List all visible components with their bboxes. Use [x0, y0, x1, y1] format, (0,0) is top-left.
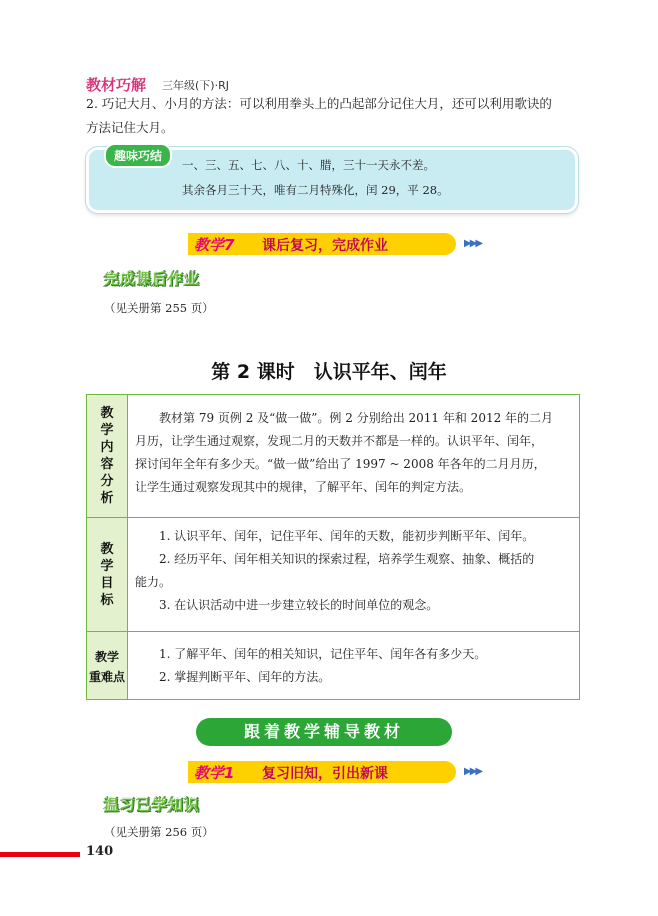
banner-tag: 教学7: [194, 236, 235, 254]
row-label: 教 学 目 标: [100, 542, 114, 608]
reference-note: （见关册第 256 页）: [104, 825, 214, 839]
banner-tag: 教学1: [194, 764, 235, 782]
row-label: 教学 重难点: [88, 650, 125, 684]
section-heading: 完成课后作业: [104, 270, 201, 288]
tip-tag: 趣味巧结: [104, 143, 172, 168]
arrow-icon: ▶▶▶: [464, 766, 482, 777]
intro-line-2: 方法记住大月。: [86, 120, 174, 135]
section-heading: 温习已学知识: [104, 796, 201, 814]
row-divider: [87, 631, 579, 632]
banner-title: 课后复习，完成作业: [262, 238, 388, 254]
row-content: 1. 了解平年、闰年的相关知识，记住平年、闰年各有多少天。 2. 掌握判断平年、闰年的方法。: [135, 647, 487, 684]
tip-line-2: 其余各月三十天，唯有二月特殊化，闰 29，平 28。: [182, 183, 449, 197]
row-content: 教材第 79 页例 2 及“做一做”。例 2 分别给出 2011 年和 2012 年的二月 月历，让学生通过观察，发现二月的天数并不都是一样的。认识平年、闰年， 探讨闰年全年有多少天。“做一做”给出了 1997 ~ 2008 年各年的二月月历， 让学生通过观察发现其中的规律，了解平年、闰年的判定方法。: [135, 411, 554, 494]
tip-line-1: 一、三、五、七、八、十、腊，三十一天永不差。: [182, 158, 435, 172]
page-number: 140: [86, 844, 114, 859]
header-subtitle: 三年级(下)·RJ: [162, 79, 229, 92]
guide-strip: 跟着教学辅导教材: [196, 718, 452, 746]
banner-title: 复习旧知，引出新课: [262, 766, 388, 782]
row-content: 1. 认识平年、闰年，记住平年、闰年的天数，能初步判断平年、闰年。 2. 经历平年、闰年相关知识的探索过程，培养学生观察、抽象、概括的 能力。 3. 在认识活动中进一步建立较长的时间单位的观念。: [135, 529, 535, 612]
intro-line-1: 2. 巧记大月、小月的方法：可以利用拳头上的凸起部分记住大月，还可以利用歌诀的: [86, 96, 552, 111]
reference-note: （见关册第 255 页）: [104, 301, 214, 315]
footer-accent-bar: [0, 852, 80, 857]
lesson-info-table: [86, 394, 580, 700]
row-label: 教 学 内 容 分 析: [100, 406, 114, 506]
header-title: 教材巧解: [86, 76, 147, 94]
row-divider: [87, 517, 579, 518]
lesson-title: 第 2 课时 认识平年、闰年: [211, 361, 447, 383]
arrow-icon: ▶▶▶: [464, 238, 482, 249]
